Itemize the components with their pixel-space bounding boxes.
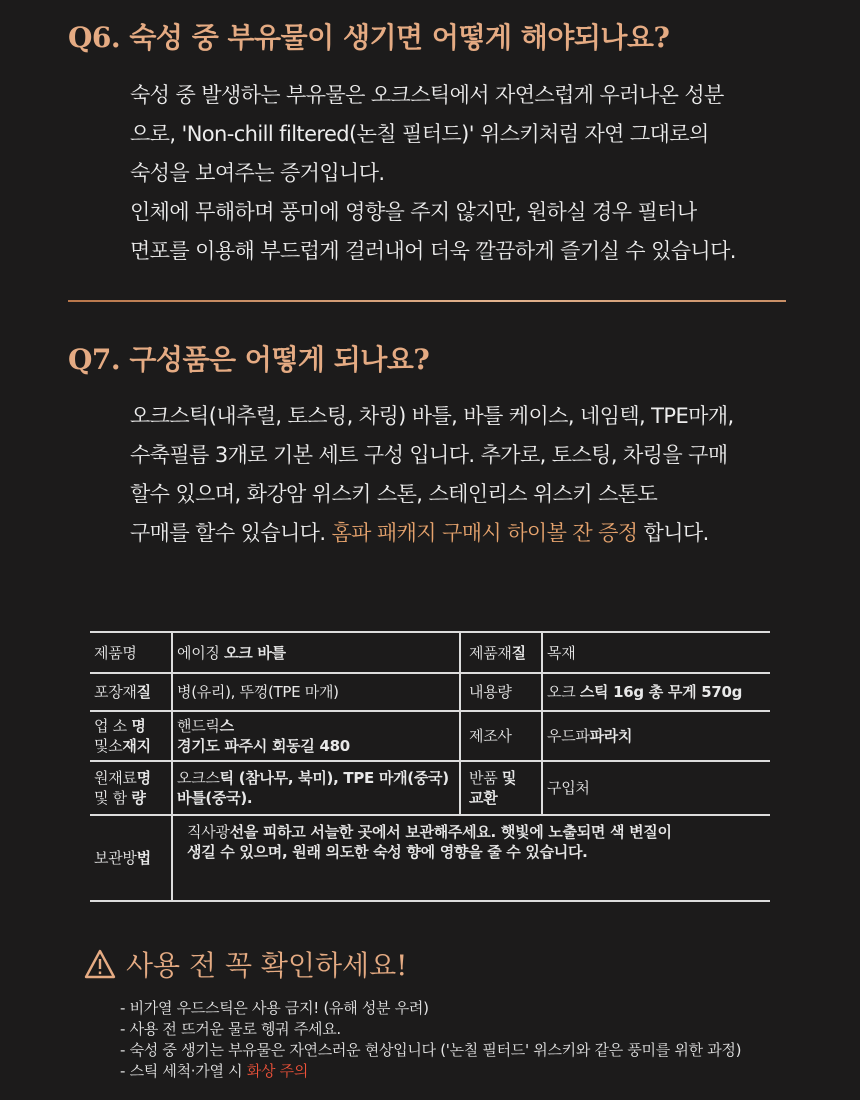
importer-label-l1: 업 소 [94,717,132,735]
storage-label-prefix: 보관방 [94,849,137,867]
importer-address: 경기도 파주시 회동길 480 [177,737,350,755]
warning-triangle-icon [84,949,116,979]
return-label-l1: 반품 [469,769,502,787]
q6-line: 인체에 무해하며 풍미에 영향을 주지 않지만, 원하실 경우 필터나 [130,200,697,224]
maker-label: 제조사 [460,711,542,761]
list-item: - 비가열 우드스틱은 사용 금지! (유해 성분 우려) [120,999,429,1017]
storage-value [172,815,770,901]
importer-value [172,711,460,761]
list-item: - 사용 전 뜨거운 물로 헹궈 주세요. [120,1020,341,1038]
table-row [90,632,770,673]
return-label-l1-bold: 및 [501,769,517,787]
q6-answer [130,76,830,271]
raw-label-l2: 및 함 [94,789,132,807]
table-row [90,673,770,711]
material-value: 목재 [542,632,770,673]
product-name-bold: 오크 바틀 [224,643,286,662]
last-note-prefix: - 스틱 세척·가열 시 [120,1062,247,1080]
maker-prefix: 우드파 [547,727,590,745]
capacity-prefix: 오크 [547,683,580,701]
maker-bold: 파라치 [589,727,633,745]
raw-label-l1-bold: 명 [136,769,151,787]
q6-line: 숙성을 보여주는 증거입니다. [130,161,385,185]
q6-line: 면포를 이용해 부드럽게 걸러내어 더욱 깔끔하게 즐기실 수 있습니다. [130,239,736,263]
return-value: 구입처 [542,761,770,815]
storage-l2: 생길 수 있으며, 원래 의도한 숙성 향에 영향을 줄 수 있습니다. [187,843,588,861]
packaging-value: 병(유리), 뚜껑(TPE 마개) [172,673,460,711]
raw-value-l1-bold: 틱 (참나무, 북미), TPE 마개(중국) [219,769,449,787]
importer-label [90,711,172,761]
material-label [460,632,542,673]
product-spec-table [90,631,770,902]
burn-warning: 화상 주의 [246,1062,309,1080]
raw-value-l1: 오크스 [177,769,220,787]
importer-label-l1-bold: 명 [131,717,146,735]
list-item [120,1061,741,1082]
return-label-l2: 교환 [469,789,498,807]
importer-name: 핸드릭 [177,717,220,735]
capacity-value [542,673,770,711]
importer-label-l2-bold: 재지 [122,737,151,755]
q7-title: Q7. 구성품은 어떻게 되나요? [68,343,430,376]
product-name-label: 제품명 [90,632,172,673]
storage-l1: 직사광 [187,823,230,841]
warning-notes [120,998,741,1082]
storage-label-bold: 법 [136,849,151,867]
gift-highlight: 홈파 패캐지 구매시 하이볼 잔 증정 [331,521,638,545]
q7-last-line [130,514,830,553]
capacity-label: 내용량 [460,673,542,711]
material-label-prefix: 제품재 [469,643,512,662]
section-divider [68,300,786,302]
raw-value-l2: 바틀(중국). [177,789,253,807]
table-row [90,815,770,901]
q7-answer [130,397,830,553]
storage-label [90,815,172,901]
q7-line: 오크스틱(내추럴, 토스팅, 차링) 바틀, 바틀 케이스, 네임텍, TPE마개, [130,404,734,428]
q7-line: 수축필름 3개로 기본 세트 구성 입니다. 추가로, 토스팅, 차링을 구매 [130,443,728,467]
product-name-value [172,632,460,673]
raw-material-value [172,761,460,815]
storage-l1-bold: 선을 피하고 서늘한 곳에서 보관해주세요. 햇빛에 노출되면 색 변질이 [229,823,672,841]
raw-label-l1: 원재료 [94,769,137,787]
q7-line: 할수 있으며, 화강암 위스키 스톤, 스테인리스 위스키 스톤도 [130,482,658,506]
q6-line: 숙성 중 발생하는 부유물은 오크스틱에서 자연스럽게 우러나온 성분 [130,83,724,107]
packaging-label-bold: 질 [136,683,151,701]
table-row [90,711,770,761]
importer-name-bold: 스 [219,717,234,735]
table-row [90,761,770,815]
packaging-label-prefix: 포장재 [94,683,137,701]
q6-line: 으로, 'Non-chill filtered(논칠 필터드)' 위스키처럼 자연 그대로의 [130,122,709,146]
material-label-bold: 질 [511,643,526,662]
return-label [460,761,542,815]
warning-heading [84,944,407,984]
q7-last-suffix: 합니다. [637,521,709,545]
packaging-label [90,673,172,711]
q6-title: Q6. 숙성 중 부유물이 생기면 어떻게 해야되나요? [68,21,670,54]
product-name-prefix: 에이징 [177,643,225,662]
raw-label-l2-bold: 량 [131,789,146,807]
list-item: - 숙성 중 생기는 부유물은 자연스러운 현상입니다 ('논칠 필터드' 위스키와 같은 풍미를 위한 과정) [120,1041,742,1059]
warning-title: 사용 전 꼭 확인하세요! [126,949,408,982]
capacity-bold: 스틱 16g 총 무게 570g [579,683,743,701]
importer-label-l2: 및소 [94,737,123,755]
raw-material-label [90,761,172,815]
maker-value [542,711,770,761]
q7-last-prefix: 구매를 할수 있습니다. [130,521,332,545]
